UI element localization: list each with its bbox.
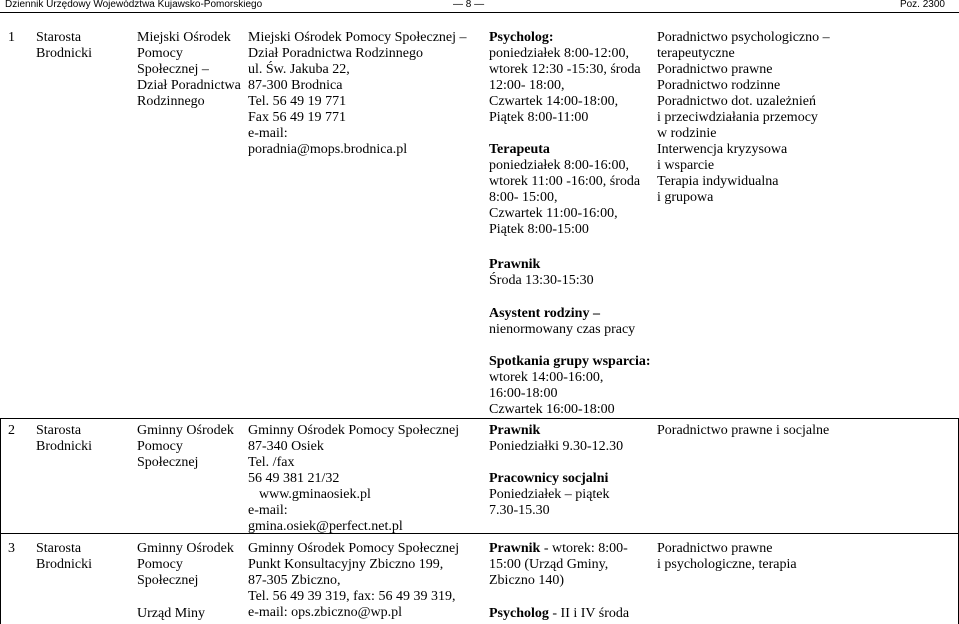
row-number: 1: [8, 30, 15, 45]
hours-psycholog: Psycholog - II i IV środa: [489, 606, 630, 621]
entity-cell: Gminny Ośrodek Pomocy Społecznej: [137, 423, 234, 470]
page-header: [0, 0, 959, 14]
column-divider: [0, 418, 1, 624]
row-divider: [0, 533, 959, 534]
page-number: — 8 —: [453, 0, 485, 10]
hours-cell: Psycholog: poniedziałek 8:00-12:00, wtorek 12:30 -15:30, środa 12:00- 18:00, Czwartek 14:00-18:00, Piątek 8:00-11:00: [489, 30, 641, 125]
address-cell: Miejski Ośrodek Pomocy Społecznej – Dział Poradnictwa Rodzinnego ul. Św. Jakuba 22, 87-300 Brodnica Tel. 56 49 19 771 Fax 56 49 19 771 e-mail: poradnia@mops.brodnica.pl: [248, 30, 467, 157]
entity-extra: Urząd Miny: [137, 606, 206, 621]
services-cell: Poradnictwo prawne i socjalne: [657, 423, 830, 438]
hours-pracownicy: Pracownicy socjalni Poniedziałek – piątek 7.30-15.30: [489, 471, 610, 518]
hours-asystent: Asystent rodziny – nienormowany czas pracy: [489, 306, 636, 337]
entity-cell: Miejski Ośrodek Pomocy Społecznej – Dział Poradnictwa Rodzinnego: [137, 30, 241, 109]
hours-cell: Prawnik - wtorek: 8:00- 15:00 (Urząd Gminy, Zbiczno 140): [489, 541, 628, 588]
entity-cell: Gminny Ośrodek Pomocy Społecznej: [137, 541, 234, 588]
authority-cell: Starosta Brodnicki: [36, 541, 92, 572]
journal-title: Dziennik Urzędowy Województwa Kujawsko-Pomorskiego: [5, 0, 263, 10]
row-number: 2: [8, 423, 15, 438]
address-cell: Gminny Ośrodek Pomocy Społecznej 87-340 Osiek Tel. /fax 56 49 381 21/32 www.gminaosiek.pl e-mail: gmina.osiek@perfect.net.pl: [248, 423, 460, 534]
hours-prawnik: Prawnik Środa 13:30-15:30: [489, 257, 594, 288]
services-cell: Poradnictwo prawne i psychologiczne, terapia: [657, 541, 797, 572]
hours-spotkania: Spotkania grupy wsparcia: wtorek 14:00-16:00, 16:00-18:00 Czwartek 16:00-18:00: [489, 354, 651, 417]
hours-terapeuta: Terapeuta poniedziałek 8:00-16:00, wtorek 11:00 -16:00, środa 8:00- 15:00, Czwartek 11:00-16:00, Piątek 8:00-15:00: [489, 142, 641, 237]
authority-cell: Starosta Brodnicki: [36, 423, 92, 454]
authority-cell: Starosta Brodnicki: [36, 30, 92, 61]
position-number: Poz. 2300: [899, 0, 945, 10]
header-rule: [0, 12, 959, 13]
address-cell: Gminny Ośrodek Pomocy Społecznej Punkt Konsultacyjny Zbiczno 199, 87-305 Zbiczno, Tel. 56 49 39 319, fax: 56 49 39 319, e-mail: ops.zbiczno@wp.pl: [248, 541, 460, 620]
row-number: 3: [8, 541, 15, 556]
hours-cell: Prawnik Poniedziałki 9.30-12.30: [489, 423, 624, 454]
services-cell: Poradnictwo psychologiczno – terapeutyczne Poradnictwo prawne Poradnictwo rodzinne Poradnictwo dot. uzależnień i przeciwdziałania przemocy w rodzinie Interwencja kryzysowa i wsparcie Terapia indywidualna i grupowa: [657, 30, 830, 205]
row-divider: [0, 418, 959, 419]
